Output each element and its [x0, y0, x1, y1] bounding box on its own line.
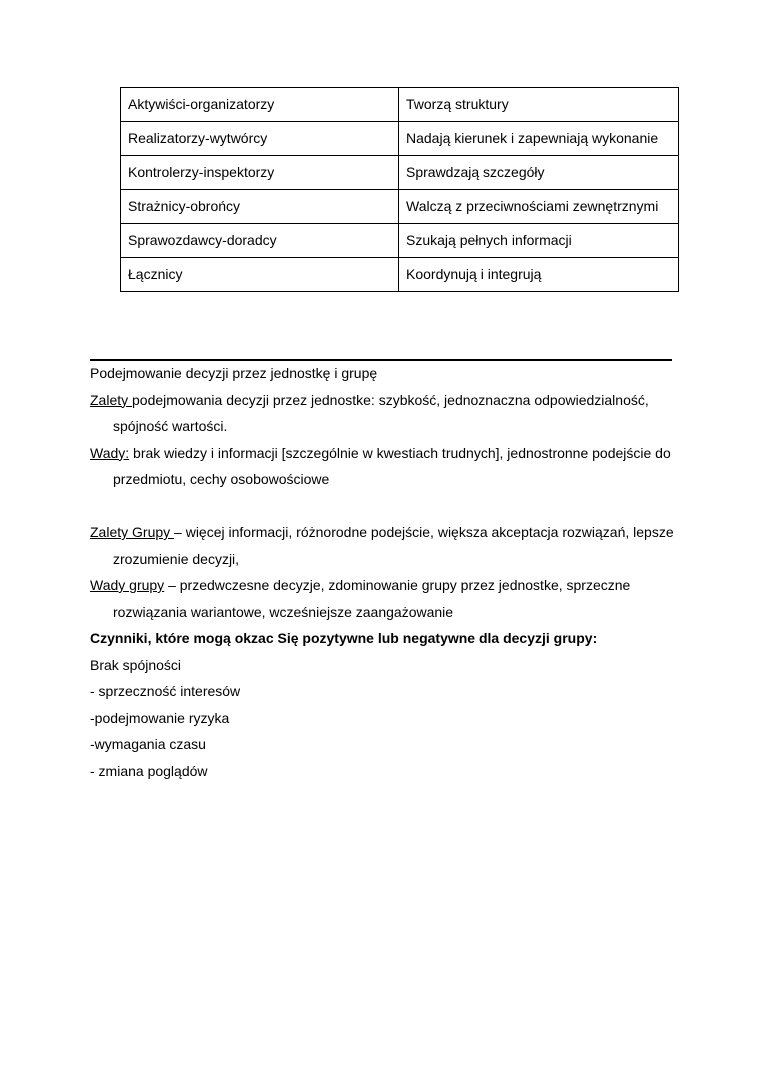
- function-cell: [399, 122, 679, 156]
- list-item: - sprzeczność interesów: [90, 683, 241, 699]
- function-cell: [399, 88, 679, 122]
- list-item: -wymagania czasu: [90, 736, 206, 752]
- role-function: Nadają kierunek i zapewniają wykonanie: [406, 130, 659, 146]
- role-function: Sprawdzają szczegóły: [406, 164, 545, 180]
- role-cell: [121, 190, 399, 224]
- individual-pros-label: Zalety: [90, 391, 133, 408]
- table-row: [121, 190, 679, 224]
- section-heading: Podejmowanie decyzji przez jednostkę i grupę: [90, 365, 378, 381]
- role-function: Szukają pełnych informacji: [406, 232, 572, 248]
- role-cell: [121, 88, 399, 122]
- role-function: Tworzą struktury: [406, 96, 509, 112]
- function-cell: [399, 156, 679, 190]
- list-item: - zmiana poglądów: [90, 762, 208, 779]
- function-cell: [399, 224, 679, 258]
- notes-section: [90, 360, 680, 784]
- role-cell: [121, 224, 399, 258]
- individual-pros-text: podejmowania decyzji przez jednostke: szybkość, jednoznaczna odpowiedzialność, spójność wartości.: [113, 391, 649, 434]
- roles-table: [120, 87, 679, 292]
- role-function: Walczą z przeciwnościami zewnętrznymi: [406, 198, 659, 214]
- role-name: Sprawozdawcy-doradcy: [128, 232, 277, 248]
- table-row: [121, 224, 679, 258]
- table-row: [121, 122, 679, 156]
- role-cell: [121, 258, 399, 292]
- table-row: [121, 258, 679, 292]
- function-cell: [399, 190, 679, 224]
- group-pros-label: Zalety Grupy: [90, 524, 175, 540]
- role-name: Aktywiści-organizatorzy: [128, 96, 275, 112]
- role-cell: [121, 156, 399, 190]
- individual-cons-text: brak wiedzy i informacji [szczególnie w kwestiach trudnych], jednostronne podejście do przedmiotu, cechy osobowościowe: [113, 444, 671, 487]
- group-cons-paragraph: [90, 572, 680, 625]
- role-name: Strażnicy-obrońcy: [128, 198, 241, 214]
- role-name: Łącznicy: [128, 266, 183, 282]
- group-pros-text: – więcej informacji, różnorodne podejście, większa akceptacja rozwiązań, lepsze zrozumienie decyzji,: [113, 524, 674, 567]
- individual-pros-paragraph: [90, 387, 680, 440]
- role-name: Kontrolerzy-inspektorzy: [128, 164, 275, 180]
- group-cons-label: Wady grupy: [90, 577, 165, 593]
- group-pros-paragraph: [90, 519, 680, 572]
- individual-cons-label: Wady:: [90, 444, 130, 461]
- function-cell: [399, 258, 679, 292]
- table-row: [121, 156, 679, 190]
- factors-heading: Czynniki, które mogą okzac Się pozytywne lub negatywne dla decyzji grupy:: [90, 630, 598, 646]
- individual-cons-paragraph: [90, 440, 680, 493]
- role-function: Koordynują i integrują: [406, 266, 542, 282]
- table-row: [121, 88, 679, 122]
- factors-intro: Brak spójności: [90, 656, 182, 673]
- group-cons-text: – przedwczesne decyzje, zdominowanie grupy przez jednostke, sprzeczne rozwiązania wariantowe, wcześniejsze zaangażowanie: [113, 577, 631, 620]
- role-cell: [121, 122, 399, 156]
- list-item: -podejmowanie ryzyka: [90, 709, 230, 726]
- role-name: Realizatorzy-wytwórcy: [128, 130, 268, 146]
- blank-line: [90, 493, 680, 520]
